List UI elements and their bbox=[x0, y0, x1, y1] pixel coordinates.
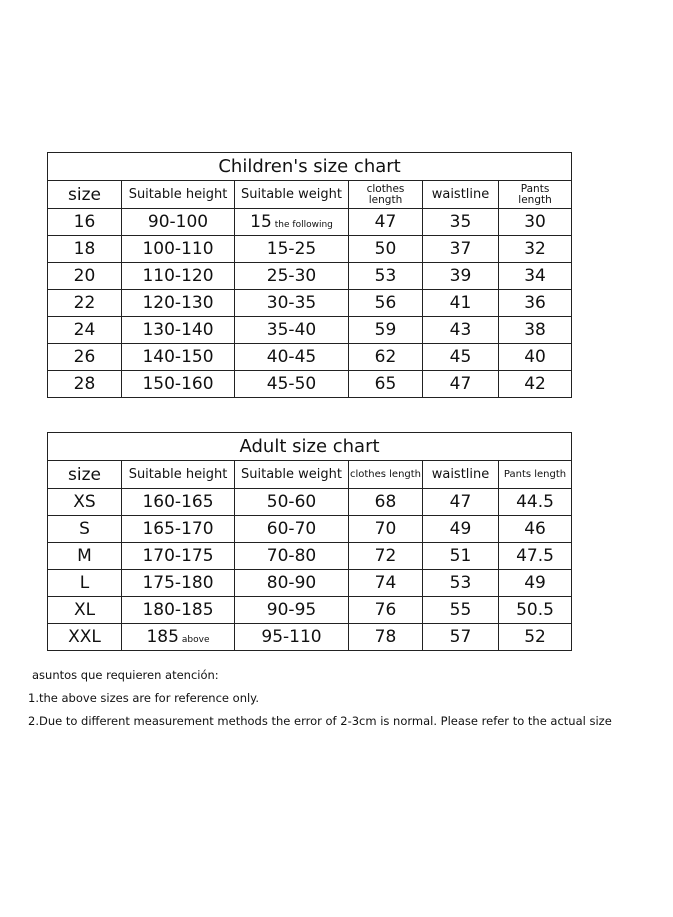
cell-pants: 52 bbox=[499, 624, 572, 651]
cell-size: XXL bbox=[48, 624, 122, 651]
cell-clothes: 56 bbox=[349, 290, 423, 317]
cell-waist: 35 bbox=[423, 209, 499, 236]
header-pants-line2: length bbox=[518, 193, 552, 206]
cell-size: 22 bbox=[48, 290, 122, 317]
header-clothes-line1: clothes bbox=[366, 182, 405, 195]
header-waistline: waistline bbox=[423, 461, 499, 489]
cell-clothes: 76 bbox=[349, 597, 423, 624]
header-clothes-length: clothes length bbox=[349, 461, 423, 489]
cell-pants: 49 bbox=[499, 570, 572, 597]
cell-weight: 60-70 bbox=[235, 516, 349, 543]
cell-clothes: 59 bbox=[349, 317, 423, 344]
cell-pants: 46 bbox=[499, 516, 572, 543]
cell-size: 24 bbox=[48, 317, 122, 344]
cell-clothes: 47 bbox=[349, 209, 423, 236]
cell-waist: 45 bbox=[423, 344, 499, 371]
cell-weight-suffix: the following bbox=[274, 220, 333, 230]
cell-size: 28 bbox=[48, 371, 122, 398]
cell-weight-value: 15 bbox=[250, 212, 272, 232]
cell-height bbox=[122, 624, 235, 651]
header-pants-length: Pants length bbox=[499, 461, 572, 489]
adult-header-row bbox=[48, 461, 572, 489]
table-row bbox=[48, 597, 572, 624]
cell-height: 165-170 bbox=[122, 516, 235, 543]
table-row bbox=[48, 371, 572, 398]
cell-weight: 35-40 bbox=[235, 317, 349, 344]
header-height: Suitable height bbox=[122, 461, 235, 489]
cell-size: XL bbox=[48, 597, 122, 624]
cell-waist: 49 bbox=[423, 516, 499, 543]
cell-weight bbox=[235, 209, 349, 236]
cell-size: 26 bbox=[48, 344, 122, 371]
cell-clothes: 78 bbox=[349, 624, 423, 651]
cell-clothes: 72 bbox=[349, 543, 423, 570]
cell-weight: 15-25 bbox=[235, 236, 349, 263]
cell-height: 130-140 bbox=[122, 317, 235, 344]
cell-clothes: 62 bbox=[349, 344, 423, 371]
cell-pants: 42 bbox=[499, 371, 572, 398]
children-header-row bbox=[48, 181, 572, 209]
header-weight: Suitable weight bbox=[235, 181, 349, 209]
header-size: size bbox=[48, 461, 122, 489]
cell-pants: 44.5 bbox=[499, 489, 572, 516]
cell-clothes: 50 bbox=[349, 236, 423, 263]
cell-pants: 47.5 bbox=[499, 543, 572, 570]
cell-height: 110-120 bbox=[122, 263, 235, 290]
cell-pants: 34 bbox=[499, 263, 572, 290]
header-pants-length bbox=[499, 181, 572, 209]
cell-clothes: 68 bbox=[349, 489, 423, 516]
header-clothes-line2: length bbox=[368, 193, 403, 206]
table-row bbox=[48, 290, 572, 317]
cell-height: 100-110 bbox=[122, 236, 235, 263]
table-row bbox=[48, 209, 572, 236]
cell-waist: 47 bbox=[423, 371, 499, 398]
adult-size-chart bbox=[47, 432, 572, 651]
table-row bbox=[48, 489, 572, 516]
note-item-1: 1.the above sizes are for reference only. bbox=[28, 691, 259, 705]
table-row bbox=[48, 570, 572, 597]
header-size: size bbox=[48, 181, 122, 209]
table-row bbox=[48, 516, 572, 543]
cell-height: 170-175 bbox=[122, 543, 235, 570]
cell-clothes: 70 bbox=[349, 516, 423, 543]
cell-weight: 80-90 bbox=[235, 570, 349, 597]
cell-clothes: 65 bbox=[349, 371, 423, 398]
table-row bbox=[48, 624, 572, 651]
cell-waist: 51 bbox=[423, 543, 499, 570]
table-row bbox=[48, 543, 572, 570]
cell-weight: 30-35 bbox=[235, 290, 349, 317]
cell-height: 175-180 bbox=[122, 570, 235, 597]
table-row bbox=[48, 317, 572, 344]
adult-chart-title: Adult size chart bbox=[48, 433, 572, 461]
cell-clothes: 53 bbox=[349, 263, 423, 290]
cell-size: 20 bbox=[48, 263, 122, 290]
cell-size: S bbox=[48, 516, 122, 543]
cell-height-value: 185 bbox=[146, 627, 179, 647]
cell-size: 16 bbox=[48, 209, 122, 236]
notes-section bbox=[28, 668, 612, 737]
cell-waist: 43 bbox=[423, 317, 499, 344]
cell-clothes: 74 bbox=[349, 570, 423, 597]
cell-waist: 53 bbox=[423, 570, 499, 597]
children-size-chart bbox=[47, 152, 572, 398]
cell-weight: 95-110 bbox=[235, 624, 349, 651]
cell-height: 150-160 bbox=[122, 371, 235, 398]
cell-weight: 45-50 bbox=[235, 371, 349, 398]
cell-waist: 57 bbox=[423, 624, 499, 651]
cell-height: 160-165 bbox=[122, 489, 235, 516]
header-clothes-length bbox=[349, 181, 423, 209]
table-row bbox=[48, 344, 572, 371]
header-height: Suitable height bbox=[122, 181, 235, 209]
cell-size: L bbox=[48, 570, 122, 597]
table-row bbox=[48, 263, 572, 290]
cell-pants: 40 bbox=[499, 344, 572, 371]
cell-pants: 50.5 bbox=[499, 597, 572, 624]
cell-height: 180-185 bbox=[122, 597, 235, 624]
children-chart-title: Children's size chart bbox=[48, 153, 572, 181]
cell-waist: 41 bbox=[423, 290, 499, 317]
cell-waist: 55 bbox=[423, 597, 499, 624]
cell-weight: 25-30 bbox=[235, 263, 349, 290]
cell-pants: 30 bbox=[499, 209, 572, 236]
cell-waist: 37 bbox=[423, 236, 499, 263]
cell-height: 120-130 bbox=[122, 290, 235, 317]
cell-pants: 38 bbox=[499, 317, 572, 344]
header-pants-line1: Pants bbox=[520, 182, 550, 195]
cell-weight: 90-95 bbox=[235, 597, 349, 624]
cell-height-suffix: above bbox=[181, 635, 210, 645]
header-waistline: waistline bbox=[423, 181, 499, 209]
cell-pants: 32 bbox=[499, 236, 572, 263]
cell-waist: 39 bbox=[423, 263, 499, 290]
cell-height: 140-150 bbox=[122, 344, 235, 371]
table-row bbox=[48, 236, 572, 263]
note-item-2: 2.Due to different measurement methods the error of 2-3cm is normal. Please refer to the actual size bbox=[28, 714, 612, 728]
cell-weight: 70-80 bbox=[235, 543, 349, 570]
cell-height: 90-100 bbox=[122, 209, 235, 236]
header-weight: Suitable weight bbox=[235, 461, 349, 489]
cell-waist: 47 bbox=[423, 489, 499, 516]
cell-size: M bbox=[48, 543, 122, 570]
cell-weight: 40-45 bbox=[235, 344, 349, 371]
cell-size: 18 bbox=[48, 236, 122, 263]
cell-pants: 36 bbox=[499, 290, 572, 317]
cell-weight: 50-60 bbox=[235, 489, 349, 516]
cell-size: XS bbox=[48, 489, 122, 516]
notes-heading: asuntos que requieren atención: bbox=[32, 668, 219, 682]
